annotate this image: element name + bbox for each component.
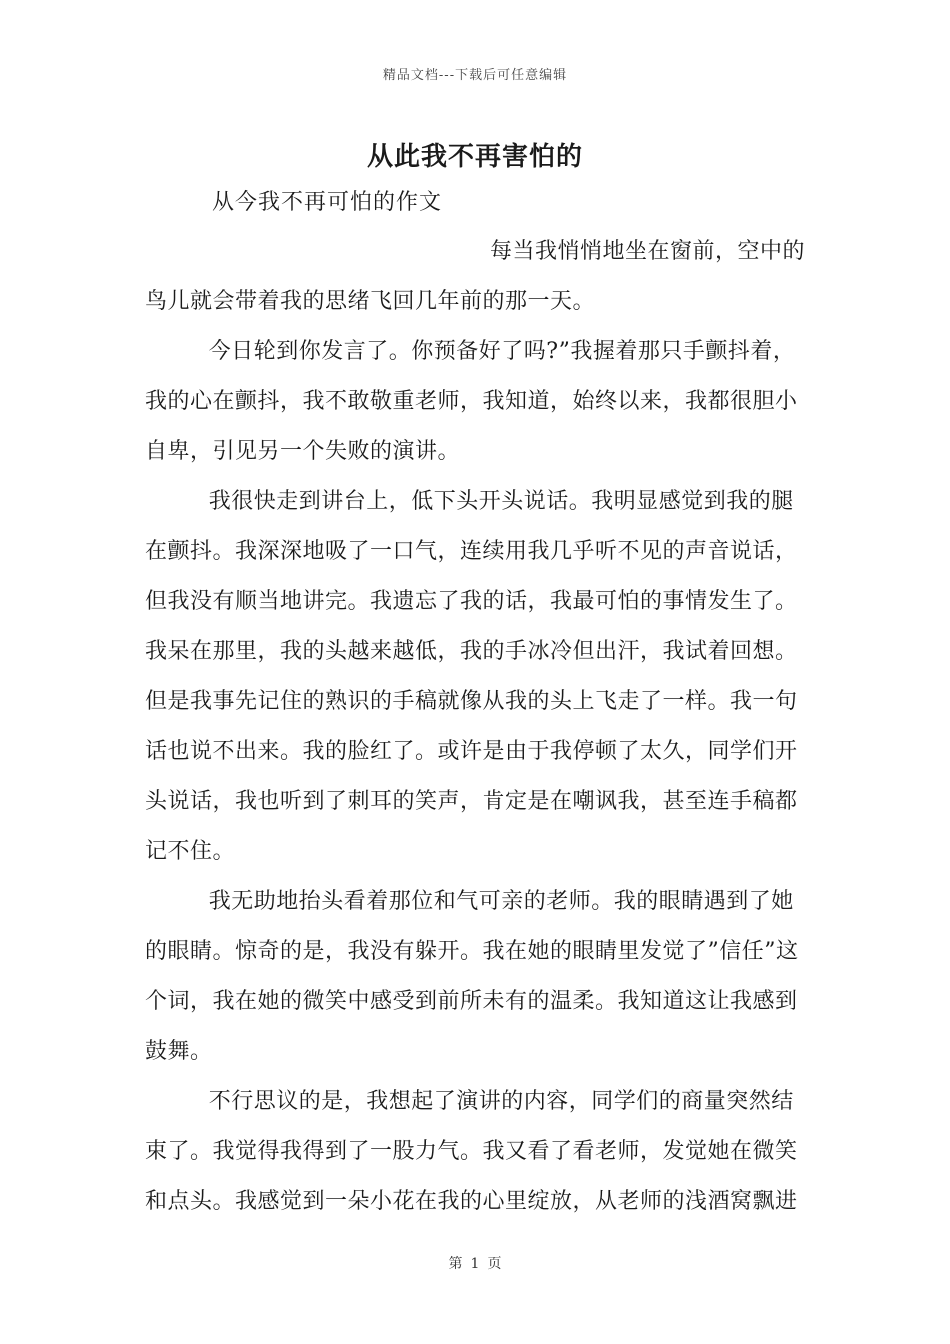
page-number-prefix: 第 bbox=[448, 1256, 463, 1272]
paragraph: 今日轮到你发言了。你预备好了吗?”我握着那只手颤抖着，我的心在颤抖，我不敢敬重老师，我知道，始终以来，我都很胆小自卑，引见另一个失败的演讲。 bbox=[145, 339, 798, 464]
page-number: 1 bbox=[470, 1256, 480, 1272]
document-title: 从此我不再害怕的 bbox=[366, 142, 583, 172]
page-header: 精品文档---下载后可任意编辑 bbox=[382, 68, 568, 83]
paragraph: 我无助地抬头看着那位和气可亲的老师。我的眼睛遇到了她的眼睛。惊奇的是，我没有躲开。我在她的眼睛里发觉了”信任”这个词，我在她的微笑中感受到前所未有的温柔。我知道这让我感到鼓舞。 bbox=[145, 889, 799, 1064]
page-footer bbox=[0, 1253, 950, 1273]
paragraph: 不行思议的是，我想起了演讲的内容，同学们的商量突然结束了。我觉得我得到了一股力气。我又看了看老师，发觉她在微笑和点头。我感觉到一朵小花在我的心里绽放，从老师的浅酒窝飘进 bbox=[145, 1089, 798, 1214]
paragraph: 我很快走到讲台上，低下头开头说话。我明显感觉到我的腿在颤抖。我深深地吸了一口气，连续用我几乎听不见的声音说话，但我没有顺当地讲完。我遗忘了我的话，我最可怕的事情发生了。我呆在那里，我的头越来越低，我的手冰冷但出汗，我试着回想。但是我事先记住的熟识的手稿就像从我的头上飞走了一样。我一句话也说不出来。我的脸红了。或许是由于我停顿了太久，同学们开头说话，我也听到了刺耳的笑声，肯定是在嘲讽我，甚至连手稿都记不住。 bbox=[145, 489, 798, 864]
page-number-suffix: 页 bbox=[487, 1256, 502, 1272]
document-subtitle: 从今我不再可怕的作文 bbox=[212, 190, 443, 215]
paragraph: 每当我悄悄地坐在窗前，空中的鸟儿就会带着我的思绪飞回几年前的那一天。 bbox=[145, 239, 806, 314]
document-body bbox=[145, 227, 807, 1227]
